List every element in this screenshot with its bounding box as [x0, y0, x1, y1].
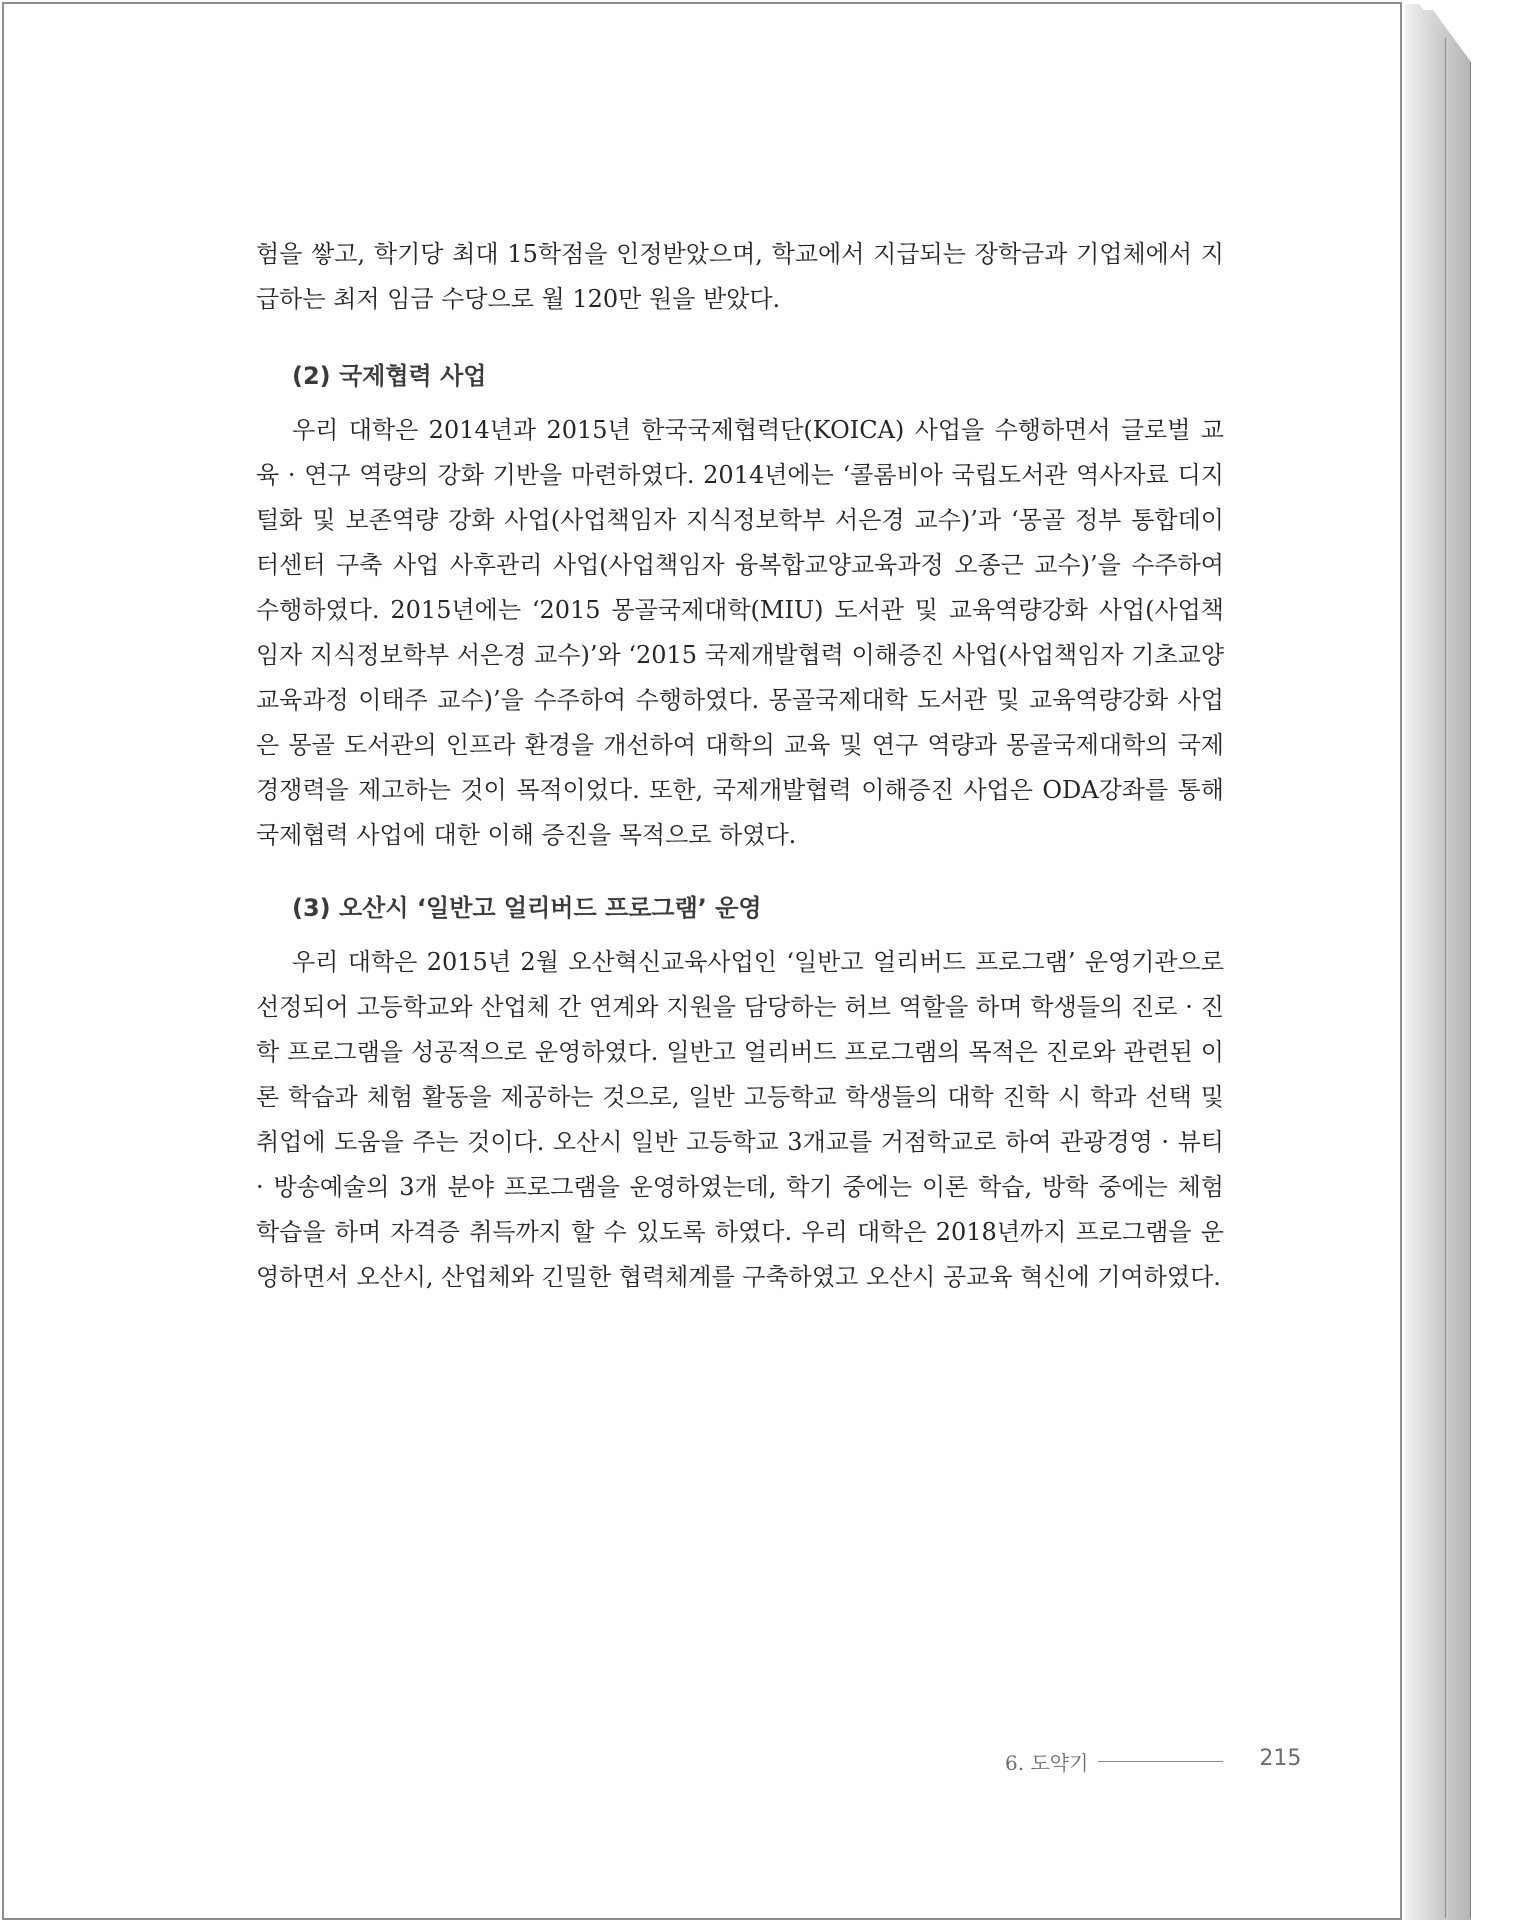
page-edge-line: [1445, 38, 1446, 1918]
section-heading-early-bird-program: (3) 오산시 ‘일반고 얼리버드 프로그램’ 운영: [292, 894, 762, 922]
book-page: [2, 2, 1402, 1920]
running-footer-chapter: 6. 도약기: [1005, 1751, 1089, 1775]
page-stack-edge-mid: [1405, 4, 1445, 1920]
early-bird-program-paragraph: 우리 대학은 2015년 2월 오산혁신교육사업인 ‘일반고 얼리버드 프로그램’ 운영기관으로 선정되어 고등학교와 산업체 간 연계와 지원을 담당하는 허브 역할을 하며 학생들의 진로 · 진학 프로그램을 성공적으로 운영하였다. 일반고 얼리버드 프로그램의 목적은 진로와 관련된 이론 학습과 체험 활동을 제공하는 것으로, 일반 고등학교 학생들의 대학 진학 시 학과 선택 및 취업에 도움을 주는 것이다. 오산시 일반 고등학교 3개교를 거점학교로 하여 관광경영 · 뷰티 · 방송예술의 3개 분야 프로그램을 운영하였는데, 학기 중에는 이론 학습, 방학 중에는 체험 학습을 하며 자격증 취득까지 할 수 있도록 하였다. 우리 대학은 2018년까지 프로그램을 운영하면서 오산시, 산업체와 긴밀한 협력체계를 구축하였고 오산시 공교육 혁신에 기여하였다.: [256, 948, 1224, 1291]
page-content: [256, 232, 1224, 1300]
page-edge-line: [1470, 62, 1471, 1918]
intro-paragraph: 험을 쌓고, 학기당 최대 15학점을 인정받았으며, 학교에서 지급되는 장학금과 기업체에서 지급하는 최저 임금 수당으로 월 120만 원을 받았다.: [256, 240, 1224, 313]
page-footer: [1005, 1747, 1301, 1776]
footer-rule: [1098, 1761, 1223, 1762]
international-cooperation-paragraph: 우리 대학은 2014년과 2015년 한국국제협력단(KOICA) 사업을 수행하면서 글로벌 교육 · 연구 역량의 강화 기반을 마련하였다. 2014년에는 ‘콜롬비아 국립도서관 역사자료 디지털화 및 보존역량 강화 사업(사업책임자 지식정보학부 서은경 교수)’과 ‘몽골 정부 통합데이터센터 구축 사업 사후관리 사업(사업책임자 융복합교양교육과정 오종근 교수)’을 수주하여 수행하였다. 2015년에는 ‘2015 몽골국제대학(MIU) 도서관 및 교육역량강화 사업(사업책임자 지식정보학부 서은경 교수)’와 ‘2015 국제개발협력 이해증진 사업(사업책임자 기초교양교육과정 이태주 교수)’을 수주하여 수행하였다. 몽골국제대학 도서관 및 교육역량강화 사업은 몽골 도서관의 인프라 환경을 개선하여 대학의 교육 및 연구 역량과 몽골국제대학의 국제경쟁력을 제고하는 것이 목적이었다. 또한, 국제개발협력 이해증진 사업은 ODA강좌를 통해 국제협력 사업에 대한 이해 증진을 목적으로 하였다.: [256, 416, 1224, 849]
section-heading-international-cooperation: (2) 국제협력 사업: [292, 362, 487, 390]
page-number: 215: [1259, 1746, 1302, 1771]
